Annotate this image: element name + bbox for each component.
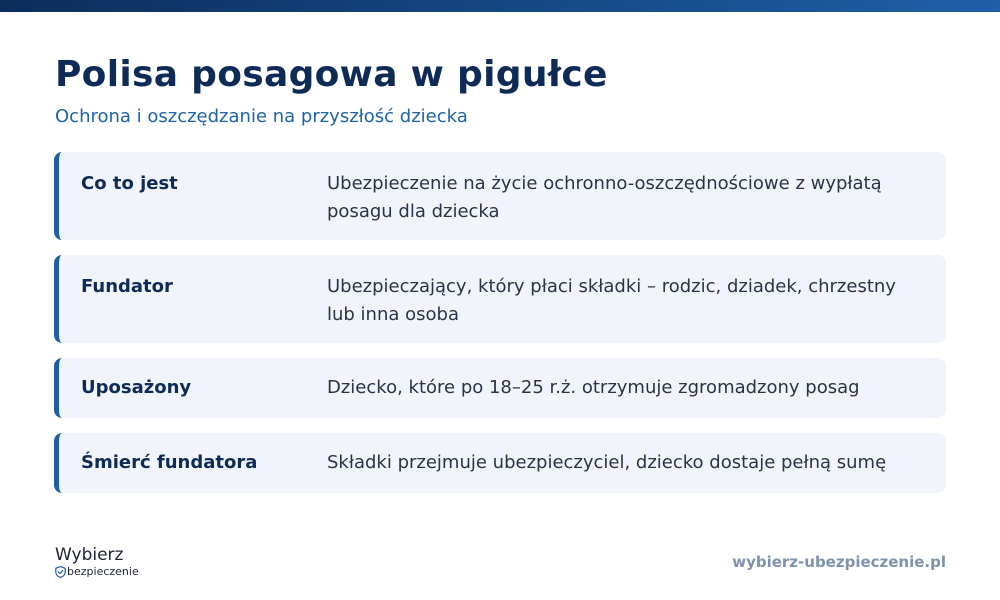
page-subtitle: Ochrona i oszczędzanie na przyszłość dziecka (55, 106, 468, 127)
info-row-founder-death (54, 433, 946, 493)
top-accent-bar (0, 0, 1000, 12)
row-value: Ubezpieczający, który płaci składki – rodzic, dziadek, chrzestny lub inna osoba (327, 276, 896, 325)
info-row-founder (54, 255, 946, 343)
row-label: Uposażony (81, 377, 192, 398)
row-value: Dziecko, które po 18–25 r.ż. otrzymuje zgromadzony posag (327, 377, 860, 398)
shield-check-icon (55, 566, 66, 578)
row-label: Fundator (81, 276, 173, 297)
row-value: Ubezpieczenie na życie ochronno-oszczędnościowe z wypłatą posagu dla dziecka (327, 173, 882, 222)
site-url: wybierz-ubezpieczenie.pl (732, 553, 946, 571)
info-row-beneficiary (54, 358, 946, 418)
logo-wordmark: Wybierz (55, 545, 124, 565)
row-value: Składki przejmuje ubezpieczyciel, dziecko dostaje pełną sumę (327, 452, 887, 473)
brand-logo (55, 545, 175, 581)
row-label: Co to jest (81, 173, 178, 194)
logo-subtext: bezpieczenie (67, 565, 139, 578)
row-label: Śmierć fundatora (81, 452, 258, 473)
info-row-definition (54, 152, 946, 240)
info-rows (54, 152, 946, 508)
page-title: Polisa posagowa w pigułce (55, 54, 608, 95)
